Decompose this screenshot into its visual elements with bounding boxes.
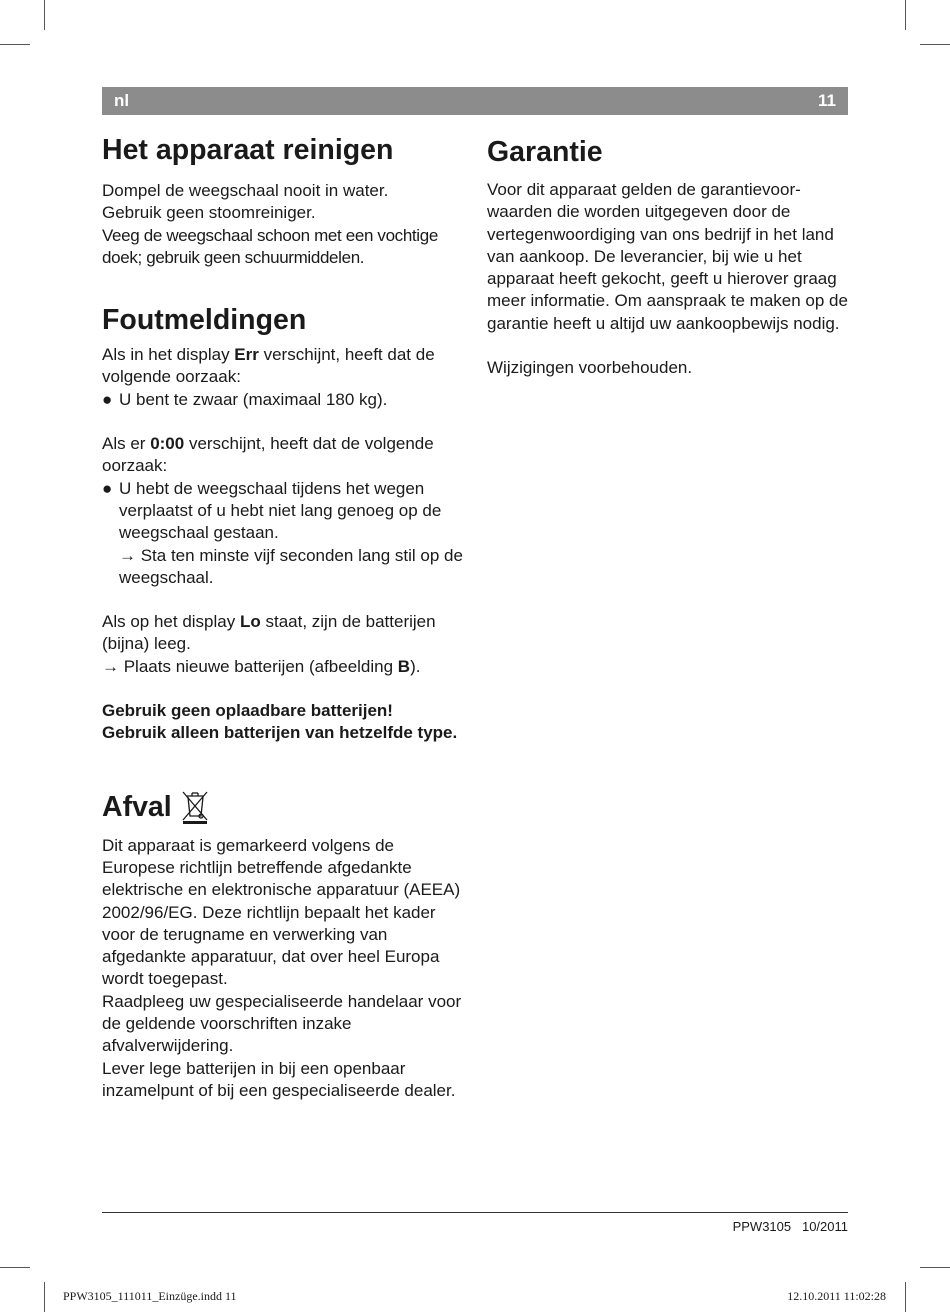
crop-mark bbox=[0, 1267, 30, 1268]
text: → Plaats nieuwe batterijen (afbeelding bbox=[102, 656, 398, 676]
figure-ref: B bbox=[397, 656, 411, 676]
action-text bbox=[102, 656, 470, 678]
warning-text: Gebruik geen oplaadbare batterijen! bbox=[102, 701, 393, 721]
paragraph: Veeg de weegschaal schoon met een vochtige doek; gebruik geen schuurmiddelen. bbox=[102, 225, 438, 267]
section-foutmeldingen bbox=[102, 303, 470, 744]
crop-mark bbox=[905, 1282, 906, 1312]
section-title: Foutmeldingen bbox=[102, 304, 307, 337]
paragraph bbox=[102, 433, 470, 478]
paragraph: Voor dit apparaat gelden de garantievoor-waarden die worden uitgegeven door de vertegenwoordiging van ons bedrijf in het land van aankoop. De leverancier, bij wie u het apparaat heeft gekocht, geeft u hierover graag meer informatie. Om aanspraak te maken op de garantie heeft u altijd uw aankoopbewijs nodig. bbox=[487, 180, 848, 333]
paragraph: Dit apparaat is gemarkeerd volgens de Europese richtlijn betreffende afgedankte elektrische en elektronische apparatuur (AEEA) 2002/96/EG. Deze richtlijn bepaalt het kader voor de terugname en verwerking van afgedankte apparatuur, dat over heel Europa wordt toegepast. bbox=[102, 835, 461, 989]
paragraph: Raadpleeg uw gespecialiseerde handelaar voor de geldende voorschriften inzake afvalverwijdering. bbox=[102, 991, 462, 1056]
section-title: Afval bbox=[102, 790, 172, 823]
crop-mark bbox=[44, 1282, 45, 1312]
crop-mark bbox=[905, 0, 906, 30]
model-number: PPW3105 bbox=[732, 1219, 792, 1234]
print-slug-filename: PPW3105_111011_Einzüge.indd 11 bbox=[63, 1289, 237, 1303]
section-afval bbox=[102, 789, 470, 1103]
text: Als in het display bbox=[102, 345, 235, 365]
section-title: Garantie bbox=[487, 136, 603, 168]
paragraph: Gebruik geen stoomreiniger. bbox=[102, 203, 316, 223]
section-reinigen bbox=[102, 133, 470, 269]
list-item-text: U bent te zwaar (maximaal 180 kg). bbox=[119, 389, 388, 409]
crop-mark bbox=[44, 0, 45, 30]
crop-mark bbox=[0, 44, 30, 45]
error-code-err: Err bbox=[234, 345, 259, 365]
bullet-icon: ● bbox=[102, 389, 113, 409]
paragraph bbox=[102, 611, 470, 656]
right-column bbox=[487, 135, 849, 379]
action-text: → Sta ten minste vijf seconden lang stil op de weegschaal. bbox=[119, 545, 463, 587]
error-code-lo: Lo bbox=[239, 612, 261, 632]
language-code: nl bbox=[114, 91, 130, 110]
paragraph bbox=[102, 344, 470, 389]
crossed-out-wheelie-bin-icon bbox=[180, 789, 210, 825]
list-item-text: U hebt de weegschaal tijdens het wegen verplaatst of u hebt niet lang genoeg op de weegschaal gestaan. bbox=[119, 478, 442, 543]
crop-mark bbox=[920, 1267, 950, 1268]
page-header-bar bbox=[102, 87, 848, 115]
model-date: 10/2011 bbox=[801, 1219, 848, 1234]
list-item-body bbox=[119, 478, 470, 589]
list-item bbox=[102, 389, 470, 411]
text: staat, zijn de batterijen (bijna) leeg. bbox=[102, 612, 436, 654]
paragraph: Dompel de weegschaal nooit in water. bbox=[102, 181, 389, 200]
left-column bbox=[102, 133, 470, 1102]
text: verschijnt, heeft dat de volgende oorzaak: bbox=[102, 434, 434, 476]
section-title-row bbox=[102, 789, 470, 825]
text: verschijnt, heeft dat de volgende oorzaak: bbox=[102, 345, 435, 387]
page-number: 11 bbox=[818, 91, 836, 110]
error-code-zero: 0:00 bbox=[150, 434, 185, 454]
paragraph: Wijzigingen voorbehouden. bbox=[487, 358, 693, 378]
text: ). bbox=[410, 656, 421, 676]
crop-mark bbox=[920, 44, 950, 45]
list-item bbox=[102, 478, 470, 589]
text: Als op het display bbox=[102, 612, 240, 632]
section-garantie bbox=[487, 135, 849, 379]
paragraph: Lever lege batterijen in bij een openbaar inzamelpunt of bij een gespecialiseerde dealer. bbox=[102, 1058, 456, 1100]
text: Als er bbox=[102, 434, 151, 454]
footer-divider bbox=[102, 1212, 848, 1213]
warning-text: Gebruik alleen batterijen van hetzelfde type. bbox=[102, 723, 458, 743]
bullet-icon: ● bbox=[102, 478, 113, 498]
print-slug-timestamp: 12.10.2011 11:02:28 bbox=[787, 1289, 886, 1303]
footer-model-info bbox=[733, 1219, 848, 1234]
section-title: Het apparaat reinigen bbox=[102, 134, 394, 166]
